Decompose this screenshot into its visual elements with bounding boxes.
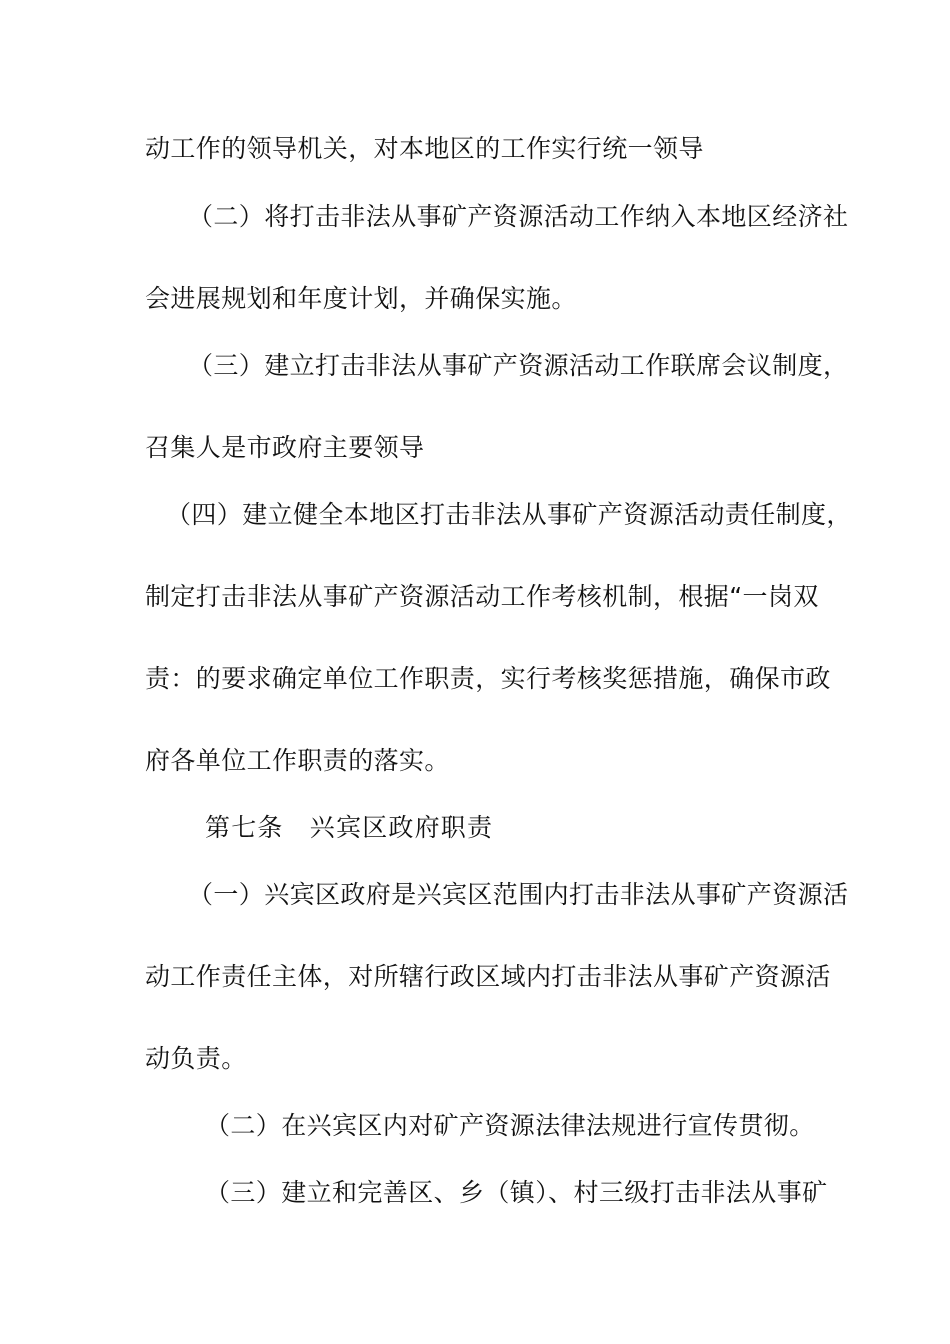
text-line: 动工作的领导机关，对本地区的工作实行统一领导: [145, 134, 704, 163]
article-heading: 第七条 兴宾区政府职责: [205, 813, 494, 842]
text-line: 动负责。: [145, 1044, 247, 1073]
text-line: 召集人是市政府主要领导: [145, 433, 425, 462]
text-line: （三）建立打击非法从事矿产资源活动工作联席会议制度，: [188, 351, 849, 380]
text-line: 动工作责任主体，对所辖行政区域内打击非法从事矿产资源活: [145, 962, 831, 991]
text-line: （二）将打击非法从事矿产资源活动工作纳入本地区经济社: [188, 202, 849, 231]
text-line: 制定打击非法从事矿产资源活动工作考核机制，根据“一岗双: [145, 582, 819, 611]
text-line: 责：的要求确定单位工作职责，实行考核奖惩措施，确保市政: [145, 664, 831, 693]
text-line: （三）建立和完善区、乡（镇）、村三级打击非法从事矿: [205, 1178, 828, 1207]
text-line: （二）在兴宾区内对矿产资源法律法规进行宣传贯彻。: [205, 1111, 815, 1140]
text-line: （四）建立健全本地区打击非法从事矿产资源活动责任制度，: [166, 500, 852, 529]
text-line: （一）兴宾区政府是兴宾区范围内打击非法从事矿产资源活: [188, 880, 849, 909]
text-line: 府各单位工作职责的落实。: [145, 746, 450, 775]
text-line: 会进展规划和年度计划，并确保实施。: [145, 284, 577, 313]
